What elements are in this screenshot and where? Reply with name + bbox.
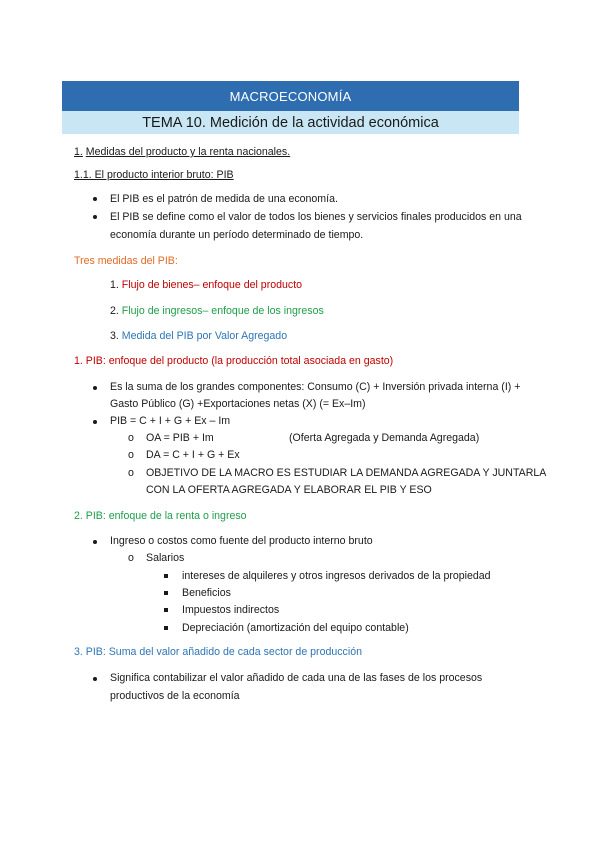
medida-number: 3. bbox=[110, 330, 119, 342]
bullet-icon bbox=[93, 420, 97, 424]
producto-bullet-1-line-2: Gasto Público (G) +Exportaciones netas (X) (= Ex–Im) bbox=[110, 398, 366, 410]
renta-item-3: Impuestos indirectos bbox=[182, 604, 280, 616]
valor-bullet-1-line-2: productivos de la economía bbox=[110, 690, 240, 702]
producto-sub-3-line-2: CON LA OFERTA AGREGADA Y ELABORAR EL PIB Y ESO bbox=[146, 484, 432, 496]
sub-bullet-icon: o bbox=[128, 552, 134, 564]
sub-bullet-icon: o bbox=[128, 467, 134, 479]
topic-title-banner bbox=[62, 111, 519, 134]
square-bullet-icon bbox=[164, 608, 168, 612]
square-bullet-icon bbox=[164, 626, 168, 630]
bullet-icon bbox=[93, 197, 97, 201]
renta-item-4: Depreciación (amortización del equipo contable) bbox=[182, 622, 409, 634]
oa-formula: OA = PIB + Im bbox=[146, 432, 214, 444]
valor-anadido-heading: 3. PIB: Suma del valor añadido de cada sector de producción bbox=[74, 646, 362, 658]
sub-bullet-icon: o bbox=[128, 432, 134, 444]
section-1-1-heading: 1.1. El producto interior bruto: PIB bbox=[74, 169, 234, 181]
course-title-banner bbox=[62, 81, 519, 111]
sub-bullet-icon: o bbox=[128, 449, 134, 461]
medida-item-2 bbox=[110, 304, 324, 318]
medida-item-3 bbox=[110, 329, 287, 343]
enfoque-renta-heading: 2. PIB: enfoque de la renta o ingreso bbox=[74, 510, 247, 522]
bullet-icon bbox=[93, 386, 97, 390]
producto-sub-2: DA = C + I + G + Ex bbox=[146, 449, 240, 461]
bullet-icon bbox=[93, 677, 97, 681]
oa-note: (Oferta Agregada y Demanda Agregada) bbox=[289, 432, 480, 444]
course-title: MACROECONOMÍA bbox=[229, 88, 352, 104]
producto-sub-1 bbox=[146, 431, 214, 445]
medida-text: Flujo de bienes– enfoque del producto bbox=[121, 279, 303, 291]
medida-text: Flujo de ingresos– enfoque de los ingresos bbox=[121, 305, 324, 317]
bullet-icon bbox=[93, 540, 97, 544]
tres-medidas-heading: Tres medidas del PIB: bbox=[74, 255, 178, 267]
pib-bullet-2-line-2: economía durante un período determinado de tiempo. bbox=[110, 229, 364, 241]
renta-sub-salarios: Salarios bbox=[146, 552, 185, 564]
topic-title: TEMA 10. Medición de la actividad económica bbox=[142, 114, 439, 131]
medida-number: 1. bbox=[110, 279, 119, 291]
valor-bullet-1-line-1: Significa contabilizar el valor añadido de cada una de las fases de los procesos bbox=[110, 672, 483, 684]
producto-bullet-2: PIB = C + I + G + Ex – Im bbox=[110, 415, 231, 427]
square-bullet-icon bbox=[164, 574, 168, 578]
section-1-heading bbox=[74, 145, 290, 159]
renta-bullet-1: Ingreso o costos como fuente del producto interno bruto bbox=[110, 535, 373, 547]
section-1-number: 1. bbox=[74, 146, 83, 158]
producto-bullet-1-line-1: Es la suma de los grandes componentes: Consumo (C) + Inversión privada interna (I) + bbox=[110, 381, 521, 393]
section-1-title: Medidas del producto y la renta nacionales. bbox=[85, 146, 291, 158]
producto-sub-3-line-1: OBJETIVO DE LA MACRO ES ESTUDIAR LA DEMANDA AGREGADA Y JUNTARLA bbox=[146, 467, 547, 479]
renta-item-1: intereses de alquileres y otros ingresos derivados de la propiedad bbox=[182, 570, 491, 582]
medida-number: 2. bbox=[110, 305, 119, 317]
bullet-icon bbox=[93, 215, 97, 219]
renta-item-2: Beneficios bbox=[182, 587, 231, 599]
enfoque-producto-heading: 1. PIB: enfoque del producto (la producción total asociada en gasto) bbox=[74, 355, 394, 367]
pib-bullet-2-line-1: El PIB se define como el valor de todos los bienes y servicios finales producidos en una bbox=[110, 211, 522, 223]
square-bullet-icon bbox=[164, 591, 168, 595]
medida-item-1 bbox=[110, 278, 302, 292]
pib-bullet-1: El PIB es el patrón de medida de una economía. bbox=[110, 193, 338, 205]
medida-text: Medida del PIB por Valor Agregado bbox=[121, 330, 288, 342]
